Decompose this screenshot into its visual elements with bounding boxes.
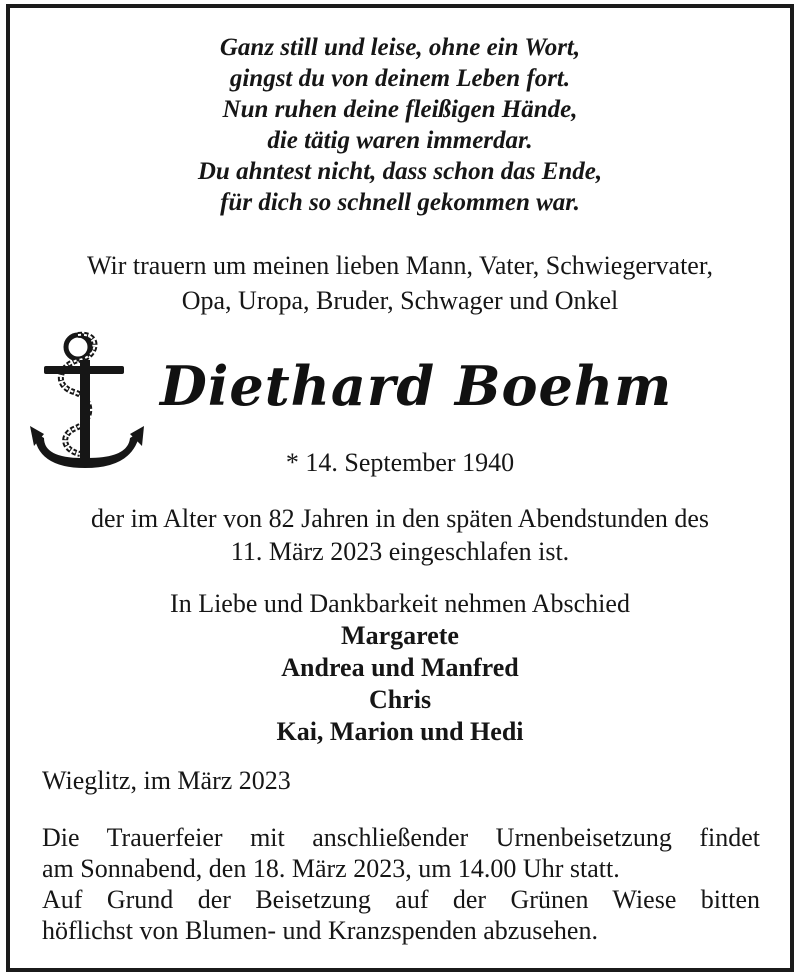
memorial-poem	[10, 32, 790, 218]
death-statement	[10, 502, 790, 568]
farewell-intro: In Liebe und Dankbarkeit nehmen Abschied	[170, 589, 630, 618]
poem-line: Ganz still und leise, ohne ein Wort,	[219, 34, 581, 61]
death-line: 11. März 2023 eingeschlafen ist.	[230, 537, 570, 566]
deceased-name: Diethard Boehm	[160, 354, 673, 418]
mourner-name: Andrea und Manfred	[281, 653, 519, 682]
funeral-notice	[42, 822, 760, 946]
notice-line: Die Trauerfeier mit anschließender Urnenbeisetzung findet	[42, 823, 760, 852]
intro-line: Wir trauern um meinen lieben Mann, Vater, Schwiegervater,	[87, 251, 713, 280]
poem-line: gingst du von deinem Leben fort.	[229, 65, 571, 92]
notice-line: Auf Grund der Beisetzung auf der Grünen Wiese bitten	[42, 885, 760, 914]
poem-line: Nun ruhen deine fleißigen Hände,	[222, 96, 578, 123]
place-date: Wieglitz, im März 2023	[42, 766, 291, 795]
mourner-name: Margarete	[341, 621, 459, 650]
mourner-name: Chris	[368, 685, 432, 714]
death-line: der im Alter von 82 Jahren in den späten Abendstunden des	[90, 504, 710, 533]
obituary-notice	[6, 4, 794, 972]
notice-line: am Sonnabend, den 18. März 2023, um 14.00 Uhr statt.	[42, 854, 620, 883]
mourner-name: Kai, Marion und Hedi	[276, 717, 524, 746]
notice-line: höflichst von Blumen- und Kranzspenden abzusehen.	[42, 916, 598, 945]
poem-line: die tätig waren immerdar.	[267, 127, 533, 154]
poem-line: Du ahntest nicht, dass schon das Ende,	[197, 158, 603, 185]
intro-line: Opa, Uropa, Bruder, Schwager und Onkel	[181, 286, 619, 315]
poem-line: für dich so schnell gekommen war.	[220, 189, 580, 216]
farewell-block	[10, 588, 790, 748]
birth-date: * 14. September 1940	[285, 448, 515, 477]
mourning-intro	[10, 248, 790, 318]
